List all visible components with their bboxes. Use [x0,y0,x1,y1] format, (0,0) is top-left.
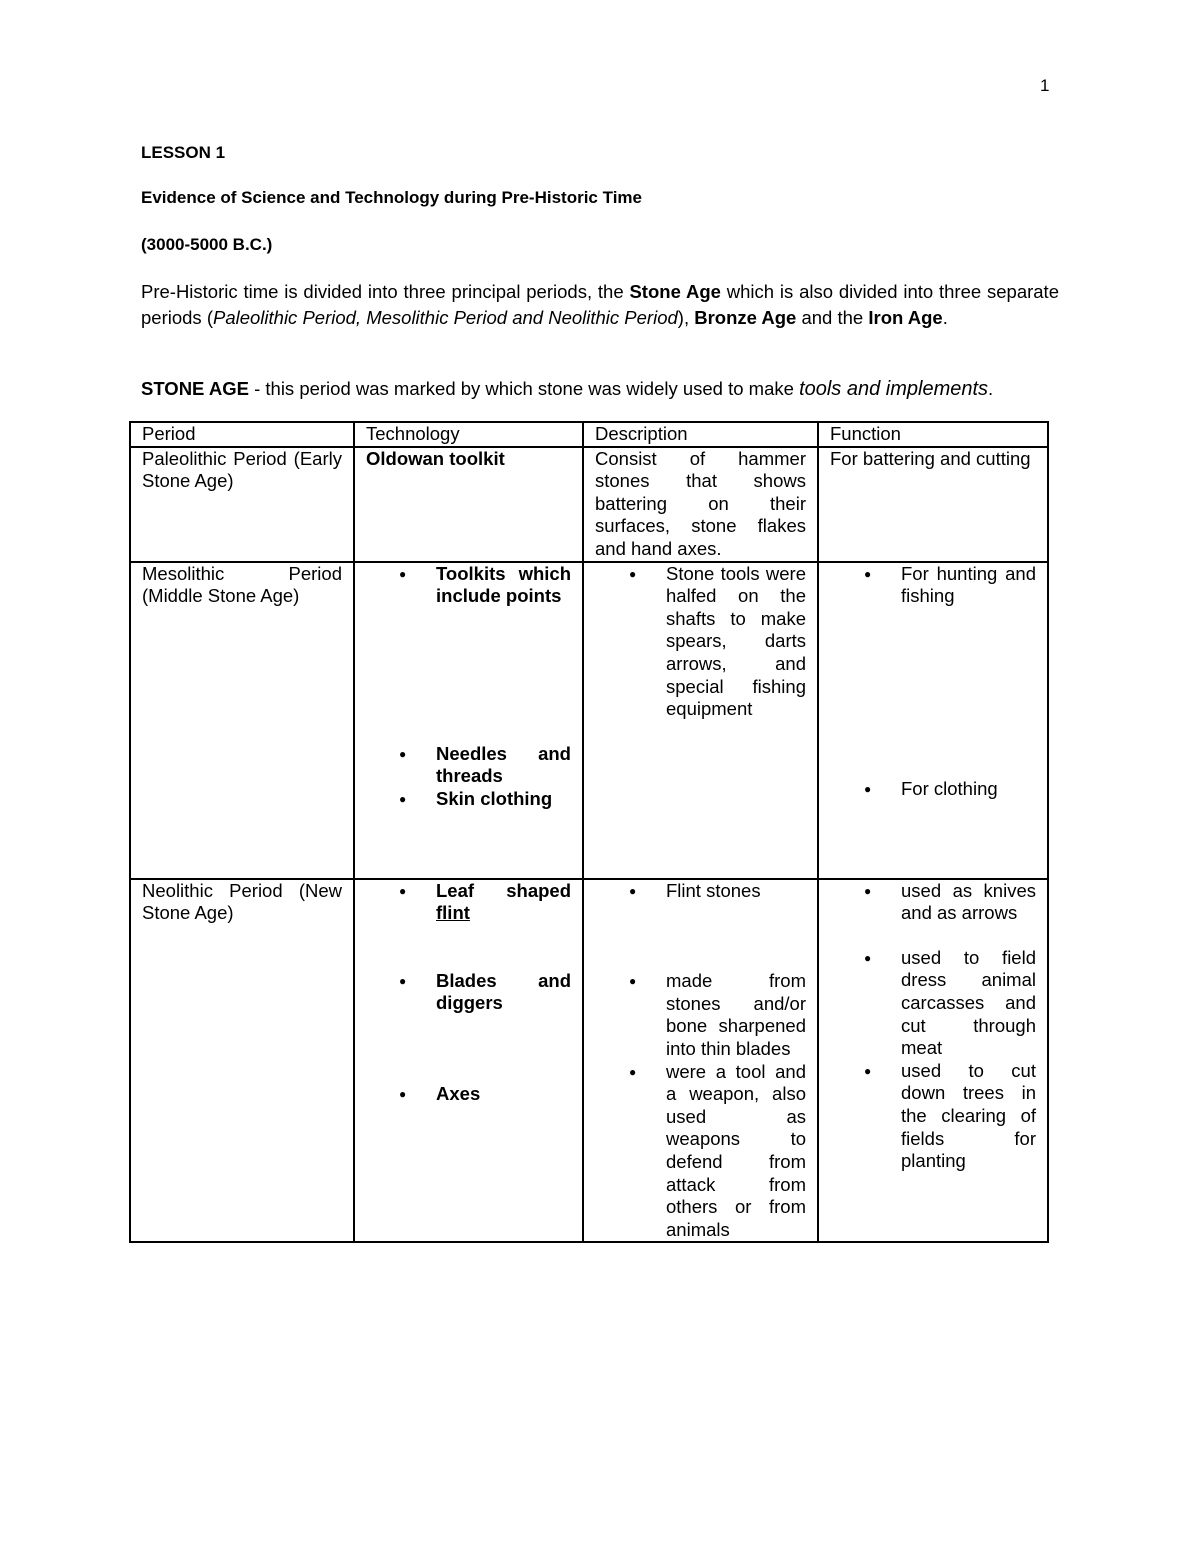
stone-age-text: . [988,378,994,399]
list-item: ● used to cut down trees in the clearing of fields for planting [830,1060,1036,1173]
stone-age-table [129,421,1049,1243]
list-item: ● Flint stones [595,880,806,903]
list-item: ● used as knives and as arrows [830,880,1036,925]
header-description: Description [583,422,818,447]
stone-age-text: - this period was marked by which stone was widely used to make [248,378,800,399]
periods-list: Paleolithic Period, Mesolithic Period and Neolithic Period [212,306,678,328]
list-item: ● For hunting and fishing [830,563,1036,608]
bronze-age-term: Bronze Age [694,306,797,328]
description-paleolithic: Consist of hammer stones that shows battering on their surfaces, stone flakes and hand axes. [583,447,818,562]
page-number: 1 [1040,76,1050,95]
intro-text: . [942,306,948,328]
list-item-text: Leaf shaped [436,879,571,901]
function-mesolithic [818,562,1048,879]
header-period: Period [130,422,354,447]
stone-age-emphasis: tools and implements [799,378,989,400]
technology-paleolithic: Oldowan toolkit [354,447,583,562]
function-paleolithic: For battering and cutting [818,447,1048,562]
intro-paragraph [141,279,1059,330]
list-item: ● were a tool and a weapon, also used as weapons to defend from attack from others or from animals [595,1061,806,1242]
list-item: ● Blades and diggers [366,970,571,1015]
intro-text: ), [677,306,695,328]
list-item: ● Stone tools were halfed on the shafts to make spears, darts arrows, and special fishing equipment [595,563,806,721]
lesson-heading: Evidence of Science and Technology during Pre-Historic Time [141,188,642,207]
period-mesolithic: Mesolithic Period (Middle Stone Age) [130,562,354,879]
iron-age-term: Iron Age [868,306,943,328]
list-item: ● Needles and threads [366,743,571,788]
function-neolithic [818,879,1048,1243]
lesson-title: LESSON 1 [141,143,226,162]
description-neolithic [583,879,818,1243]
header-technology: Technology [354,422,583,447]
stone-age-paragraph [141,376,1071,402]
list-item: ● used to field dress animal carcasses and cut through meat [830,947,1036,1060]
description-mesolithic [583,562,818,879]
list-item: ● Toolkits which include points [366,563,571,608]
intro-text: and the [796,306,869,328]
intro-text: Pre-Historic time is divided into three principal periods, the [141,281,630,302]
table-row-neolithic [130,879,1048,1243]
table-header-row [130,422,1048,447]
list-item: ● Axes [366,1083,571,1106]
technology-neolithic [354,879,583,1243]
list-item: ● Skin clothing [366,788,571,811]
stone-age-label: STONE AGE [141,378,249,399]
period-paleolithic: Paleolithic Period (Early Stone Age) [130,447,354,562]
list-item: ● made from stones and/or bone sharpened into thin blades [595,970,806,1060]
technology-mesolithic [354,562,583,879]
list-item-underlined: flint [436,902,470,924]
intro-text: which is also divided into three separate periods ( [141,281,1059,328]
list-item [366,880,571,925]
period-neolithic: Neolithic Period (New Stone Age) [130,879,354,1243]
table-row-mesolithic [130,562,1048,879]
stone-age-term: Stone Age [629,281,721,302]
date-range: (3000-5000 B.C.) [141,235,273,254]
list-item: ● For clothing [830,778,1036,801]
header-function: Function [818,422,1048,447]
table-row-paleolithic [130,447,1048,562]
